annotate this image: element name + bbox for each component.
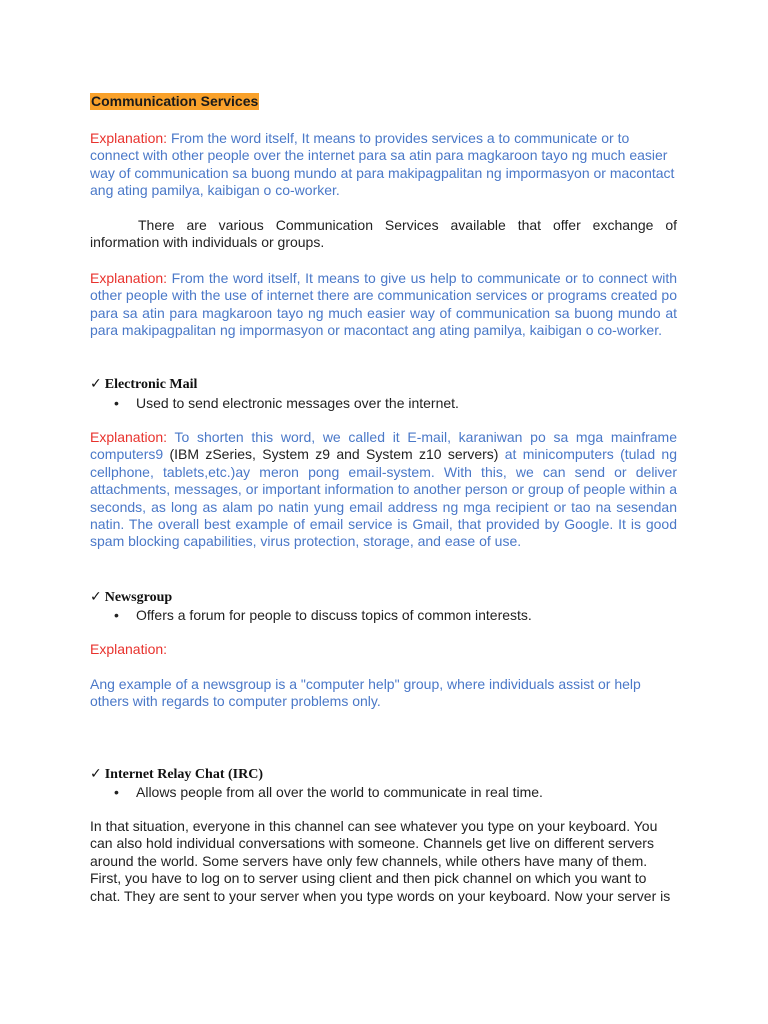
heading-text: Electronic Mail <box>104 377 198 392</box>
email-explanation-dark-text: (IBM zSeries, System z9 and System z10 servers) <box>163 446 499 463</box>
intro-explanation-2 <box>90 270 677 340</box>
intro-explanation-2-text: From the word itself, It means to give us help to communicate or to connect with other people with the use of internet there are communication services or programs created po para sa atin para magkaroon tayo ng much easier way of communication sa buong mundo at para makipagpalitan ng impormasyon or macontact ang ating pamilya, kaibigan o co-worker. <box>90 270 678 339</box>
intro-paragraph <box>90 217 677 252</box>
bullet-text: Allows people from all over the world to communicate in real time. <box>136 784 543 800</box>
bullet-text: Offers a forum for people to discuss topics of common interests. <box>136 607 532 623</box>
newsgroup-explanation-text: Ang example of a newsgroup is a "computer help" group, where individuals assist or help others with regards to computer problems only. <box>90 676 641 710</box>
section-heading-irc <box>90 766 263 783</box>
newsgroup-explanation-label <box>90 641 677 658</box>
irc-line-4: First, you have to log on to server using client and then pick channel on which you want to <box>90 870 647 887</box>
email-explanation-text-2: at minicomputers (tulad ng cellphone, tablets,etc.)ay meron pong email-system. With this, we can send or deliver attachments, messages, or important information to another person or group of people within a seconds, as long as alam po natin yung email address ng mga recipient or tao na sesendan natin. The overall best example of email service is Gmail, that provided by Google. It is good spam blocking capabilities, virus protection, storage, and ease of use. <box>90 446 677 550</box>
check-mark-icon: ✓ <box>90 376 102 392</box>
explanation-label: Explanation: <box>90 270 168 286</box>
bullet-icon: • <box>114 607 119 623</box>
irc-line-5: chat. They are sent to your server when you type words on your keyboard. Now your server is <box>90 887 671 904</box>
intro-explanation-text: From the word itself, It means to provides services a to communicate or to connect with other people over the internet para sa atin para magkaroon tayo ng much easier way of communication sa buong mundo at para makipagpalitan ng impormasyon or macontact ang ating pamilya, kaibigan o co-worker. <box>90 130 675 199</box>
email-explanation <box>90 429 677 551</box>
page-title: Communication Services <box>91 93 259 109</box>
check-mark-icon: ✓ <box>90 766 102 782</box>
irc-bullet <box>114 784 543 801</box>
explanation-label: Explanation: <box>90 641 168 657</box>
irc-line-2: can also hold individual conversations with someone. Channels get live on different servers <box>90 835 654 852</box>
irc-paragraph <box>90 818 690 905</box>
bullet-icon: • <box>114 395 119 411</box>
explanation-label: Explanation: <box>90 429 168 445</box>
irc-line-1: In that situation, everyone in this channel can see whatever you type on your keyboard. You <box>90 818 658 834</box>
section-heading-electronic-mail <box>90 376 197 393</box>
irc-line-3: around the world. Some servers have only few channels, while others have many of them. <box>90 852 648 869</box>
intro-explanation <box>90 130 677 200</box>
check-mark-icon: ✓ <box>90 589 102 605</box>
newsgroup-explanation <box>90 676 677 711</box>
email-explanation-text-1: To shorten this word, we called it E-mail, karaniwan po sa mga mainframe computers9 <box>90 429 677 463</box>
newsgroup-bullet <box>114 607 532 624</box>
section-heading-newsgroup <box>90 589 172 606</box>
bullet-icon: • <box>114 784 119 800</box>
bullet-text: Used to send electronic messages over the internet. <box>136 395 459 411</box>
heading-text: Newsgroup <box>104 590 173 605</box>
heading-text: Internet Relay Chat (IRC) <box>104 767 263 782</box>
explanation-label: Explanation: <box>90 130 168 146</box>
intro-paragraph-text: There are various Communication Services available that offer exchange of information with individuals or groups. <box>90 217 677 251</box>
email-bullet <box>114 395 459 412</box>
